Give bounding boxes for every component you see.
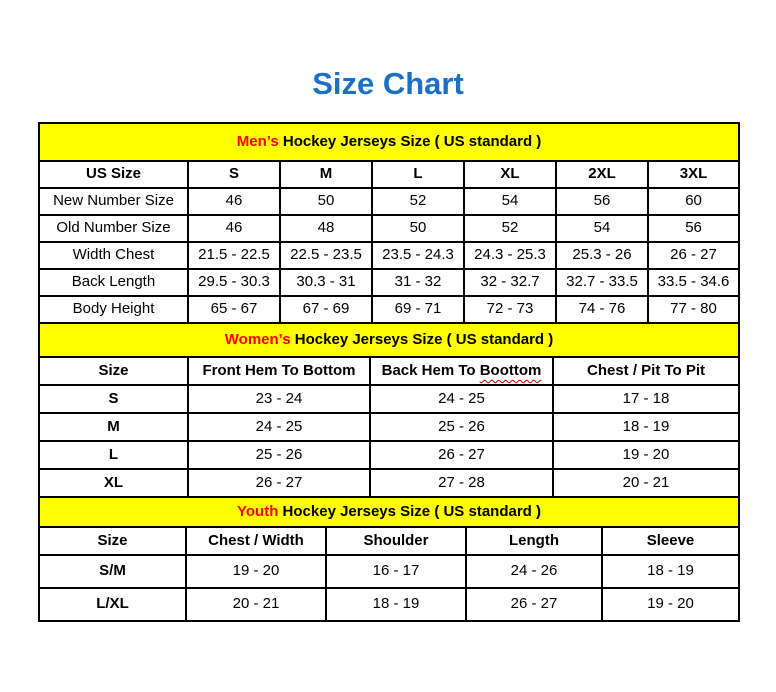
womens-row-s bbox=[39, 385, 739, 413]
table-cell: 24 - 25 bbox=[370, 385, 553, 413]
table-cell: 33.5 - 34.6 bbox=[648, 269, 739, 296]
table-cell: 20 - 21 bbox=[553, 469, 739, 497]
womens-header-row bbox=[39, 357, 739, 385]
table-cell: 25.3 - 26 bbox=[556, 242, 648, 269]
table-cell: 30.3 - 31 bbox=[280, 269, 372, 296]
table-cell: 46 bbox=[188, 215, 280, 242]
table-cell: 22.5 - 23.5 bbox=[280, 242, 372, 269]
table-cell: 54 bbox=[464, 188, 556, 215]
mens-row-old-number bbox=[39, 215, 739, 242]
table-cell: 52 bbox=[464, 215, 556, 242]
table-cell: 16 - 17 bbox=[326, 555, 466, 588]
mens-col-s: S bbox=[188, 161, 280, 188]
youth-col-length: Length bbox=[466, 527, 602, 555]
table-cell: 25 - 26 bbox=[188, 441, 370, 469]
table-cell: 18 - 19 bbox=[602, 555, 739, 588]
table-cell: 27 - 28 bbox=[370, 469, 553, 497]
table-cell: 19 - 20 bbox=[186, 555, 326, 588]
mens-col-m: M bbox=[280, 161, 372, 188]
mens-col-us-size: US Size bbox=[39, 161, 188, 188]
table-cell: 23 - 24 bbox=[188, 385, 370, 413]
womens-row-xl bbox=[39, 469, 739, 497]
table-cell: 32 - 32.7 bbox=[464, 269, 556, 296]
table-cell: 19 - 20 bbox=[553, 441, 739, 469]
row-label: Body Height bbox=[39, 296, 188, 323]
youth-col-sleeve: Sleeve bbox=[602, 527, 739, 555]
table-cell: 65 - 67 bbox=[188, 296, 280, 323]
table-cell: 60 bbox=[648, 188, 739, 215]
mens-header-row bbox=[39, 161, 739, 188]
womens-col-chest: Chest / Pit To Pit bbox=[553, 357, 739, 385]
table-cell: 54 bbox=[556, 215, 648, 242]
womens-size-table bbox=[38, 322, 740, 498]
womens-band-rest: Hockey Jerseys Size ( US standard ) bbox=[290, 330, 554, 348]
table-cell: 31 - 32 bbox=[372, 269, 464, 296]
table-cell: 21.5 - 22.5 bbox=[188, 242, 280, 269]
table-cell: 46 bbox=[188, 188, 280, 215]
table-cell: 72 - 73 bbox=[464, 296, 556, 323]
table-cell: 48 bbox=[280, 215, 372, 242]
mens-row-width-chest bbox=[39, 242, 739, 269]
row-label: M bbox=[39, 413, 188, 441]
womens-band-highlight: Women’s bbox=[224, 330, 291, 348]
womens-band bbox=[39, 323, 739, 357]
row-label: L bbox=[39, 441, 188, 469]
table-cell: 25 - 26 bbox=[370, 413, 553, 441]
youth-row-sm bbox=[39, 555, 739, 588]
youth-band-row bbox=[39, 497, 739, 527]
size-chart bbox=[38, 122, 738, 622]
table-cell: 74 - 76 bbox=[556, 296, 648, 323]
table-cell: 67 - 69 bbox=[280, 296, 372, 323]
mens-row-back-length bbox=[39, 269, 739, 296]
womens-col-back-hem bbox=[370, 357, 553, 385]
table-cell: 26 - 27 bbox=[466, 588, 602, 621]
table-cell: 18 - 19 bbox=[553, 413, 739, 441]
table-cell: 26 - 27 bbox=[188, 469, 370, 497]
mens-row-body-height bbox=[39, 296, 739, 323]
table-cell: 23.5 - 24.3 bbox=[372, 242, 464, 269]
table-cell: 52 bbox=[372, 188, 464, 215]
youth-header-row bbox=[39, 527, 739, 555]
womens-col-front-hem: Front Hem To Bottom bbox=[188, 357, 370, 385]
row-label: S/M bbox=[39, 555, 186, 588]
table-cell: 20 - 21 bbox=[186, 588, 326, 621]
table-cell: 18 - 19 bbox=[326, 588, 466, 621]
table-cell: 17 - 18 bbox=[553, 385, 739, 413]
mens-col-xl: XL bbox=[464, 161, 556, 188]
youth-row-lxl bbox=[39, 588, 739, 621]
row-label: XL bbox=[39, 469, 188, 497]
mens-col-2xl: 2XL bbox=[556, 161, 648, 188]
table-cell: 24.3 - 25.3 bbox=[464, 242, 556, 269]
mens-band-rest: Hockey Jerseys Size ( US standard ) bbox=[278, 132, 542, 150]
youth-col-size: Size bbox=[39, 527, 186, 555]
table-cell: 32.7 - 33.5 bbox=[556, 269, 648, 296]
youth-size-table bbox=[38, 496, 740, 622]
table-cell: 50 bbox=[280, 188, 372, 215]
womens-row-l bbox=[39, 441, 739, 469]
row-label: L/XL bbox=[39, 588, 186, 621]
table-cell: 50 bbox=[372, 215, 464, 242]
back-hem-prefix: Back Hem To bbox=[381, 361, 480, 379]
table-cell: 29.5 - 30.3 bbox=[188, 269, 280, 296]
row-label: Old Number Size bbox=[39, 215, 188, 242]
youth-band-rest: Hockey Jerseys Size ( US standard ) bbox=[278, 502, 541, 520]
table-cell: 19 - 20 bbox=[602, 588, 739, 621]
youth-col-chest-width: Chest / Width bbox=[186, 527, 326, 555]
womens-row-m bbox=[39, 413, 739, 441]
table-cell: 26 - 27 bbox=[648, 242, 739, 269]
youth-band-highlight: Youth bbox=[237, 502, 279, 520]
table-cell: 24 - 26 bbox=[466, 555, 602, 588]
mens-size-table bbox=[38, 122, 740, 324]
row-label: New Number Size bbox=[39, 188, 188, 215]
row-label: Back Length bbox=[39, 269, 188, 296]
womens-band-row bbox=[39, 323, 739, 357]
table-cell: 56 bbox=[648, 215, 739, 242]
mens-band bbox=[39, 123, 739, 161]
table-cell: 26 - 27 bbox=[370, 441, 553, 469]
misspelled-word: Boottom bbox=[479, 361, 542, 379]
youth-band bbox=[39, 497, 739, 527]
mens-col-l: L bbox=[372, 161, 464, 188]
page-title: Size Chart bbox=[312, 66, 464, 101]
youth-col-shoulder: Shoulder bbox=[326, 527, 466, 555]
mens-row-new-number bbox=[39, 188, 739, 215]
row-label: S bbox=[39, 385, 188, 413]
table-cell: 77 - 80 bbox=[648, 296, 739, 323]
table-cell: 69 - 71 bbox=[372, 296, 464, 323]
table-cell: 56 bbox=[556, 188, 648, 215]
womens-col-size: Size bbox=[39, 357, 188, 385]
row-label: Width Chest bbox=[39, 242, 188, 269]
mens-band-highlight: Men’s bbox=[236, 132, 279, 150]
mens-col-3xl: 3XL bbox=[648, 161, 739, 188]
table-cell: 24 - 25 bbox=[188, 413, 370, 441]
mens-band-row bbox=[39, 123, 739, 161]
